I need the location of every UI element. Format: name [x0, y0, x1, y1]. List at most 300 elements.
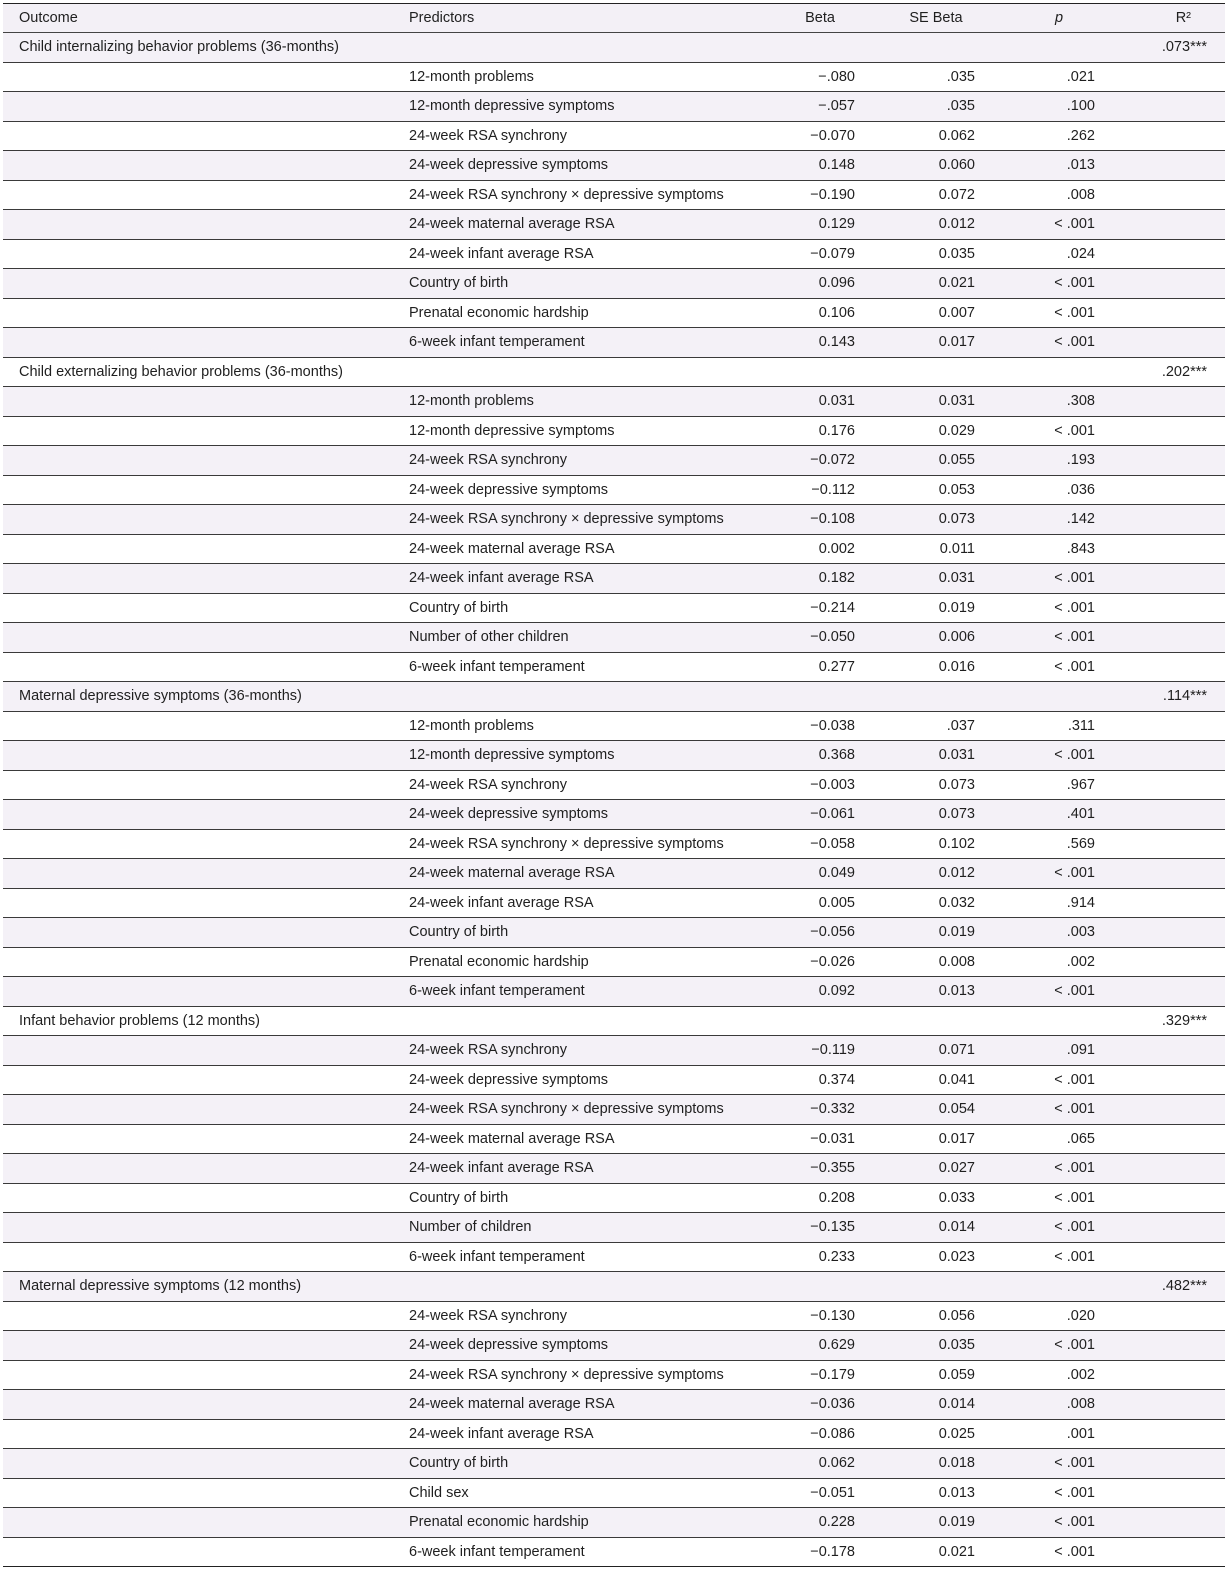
- beta-value: 0.002: [818, 540, 855, 557]
- outcome-label: Maternal depressive symptoms (36-months): [19, 688, 302, 705]
- predictor-name: 24-week RSA synchrony: [409, 452, 567, 469]
- table-row: [3, 1508, 1225, 1538]
- predictor-name: 24-week infant average RSA: [409, 1160, 594, 1177]
- empty-cell: [3, 1095, 397, 1125]
- se-beta-value: 0.055: [938, 452, 975, 469]
- table-row: [3, 1360, 1225, 1390]
- se-beta-value: 0.056: [938, 1307, 975, 1324]
- p-value: .311: [1067, 717, 1095, 734]
- p-value: < .001: [1054, 1189, 1095, 1206]
- beta-value: −.057: [818, 98, 855, 115]
- beta-value: 0.629: [818, 1337, 855, 1354]
- predictor-name: 24-week RSA synchrony × depressive symptoms: [409, 835, 724, 852]
- p-value: .003: [1066, 924, 1095, 941]
- table-row: [3, 239, 1225, 269]
- se-beta-value: 0.073: [938, 776, 975, 793]
- table-row: [3, 446, 1225, 476]
- table-row: [3, 1449, 1225, 1479]
- table-row: [3, 534, 1225, 564]
- se-beta-value: 0.012: [938, 865, 975, 882]
- p-value: < .001: [1054, 1248, 1095, 1265]
- table-row: [3, 180, 1225, 210]
- se-beta-value: 0.102: [938, 835, 975, 852]
- beta-value: −0.079: [810, 245, 855, 262]
- beta-value: −0.056: [810, 924, 855, 941]
- table-row: [3, 711, 1225, 741]
- p-value: .967: [1066, 776, 1095, 793]
- predictor-name: Country of birth: [409, 275, 509, 292]
- beta-value: −0.051: [810, 1484, 855, 1501]
- table-row: [3, 210, 1225, 240]
- table-row: [3, 269, 1225, 299]
- empty-cell: [397, 357, 753, 387]
- empty-cell: [1099, 1095, 1225, 1125]
- p-value: < .001: [1054, 422, 1095, 439]
- table-row: [3, 1124, 1225, 1154]
- p-value: .001: [1066, 1425, 1095, 1442]
- empty-cell: [859, 1006, 979, 1036]
- table-row: [3, 770, 1225, 800]
- empty-cell: [1099, 239, 1225, 269]
- empty-cell: [3, 1065, 397, 1095]
- empty-cell: [979, 357, 1099, 387]
- table-row: [3, 623, 1225, 653]
- predictor-name: 12-month problems: [409, 717, 534, 734]
- empty-cell: [1099, 1124, 1225, 1154]
- table-row: [3, 593, 1225, 623]
- predictor-name: Country of birth: [409, 924, 509, 941]
- beta-value: 0.096: [818, 275, 855, 292]
- table-row: [3, 1478, 1225, 1508]
- se-beta-value: 0.041: [938, 1071, 975, 1088]
- predictor-name: Child sex: [409, 1484, 469, 1501]
- empty-cell: [1099, 1242, 1225, 1272]
- se-beta-value: 0.008: [938, 953, 975, 970]
- p-value: < .001: [1054, 629, 1095, 646]
- beta-value: −0.179: [810, 1366, 855, 1383]
- beta-value: −0.026: [810, 953, 855, 970]
- empty-cell: [1099, 1537, 1225, 1567]
- predictor-name: 12-month depressive symptoms: [409, 747, 615, 764]
- p-value: < .001: [1054, 658, 1095, 675]
- empty-cell: [753, 682, 859, 712]
- empty-cell: [1099, 564, 1225, 594]
- table-row: [3, 947, 1225, 977]
- beta-value: 0.106: [818, 304, 855, 321]
- table-row: [3, 328, 1225, 358]
- empty-cell: [3, 151, 397, 181]
- empty-cell: [1099, 1331, 1225, 1361]
- beta-value: −0.108: [810, 511, 855, 528]
- se-beta-value: 0.016: [938, 658, 975, 675]
- predictor-name: 12-month depressive symptoms: [409, 422, 615, 439]
- table-row: [3, 1242, 1225, 1272]
- p-value: < .001: [1054, 334, 1095, 351]
- beta-value: −0.112: [811, 481, 855, 498]
- header-p-value: p: [1054, 10, 1064, 26]
- beta-value: −0.355: [810, 1160, 855, 1177]
- empty-cell: [753, 1272, 859, 1302]
- table-row: [3, 859, 1225, 889]
- empty-cell: [1099, 977, 1225, 1007]
- se-beta-value: 0.053: [938, 481, 975, 498]
- empty-cell: [3, 564, 397, 594]
- outcome-label: Child internalizing behavior problems (36-months): [19, 39, 339, 56]
- empty-cell: [1099, 1390, 1225, 1420]
- table-row: [3, 1419, 1225, 1449]
- se-beta-value: 0.019: [938, 1514, 975, 1531]
- predictor-name: 6-week infant temperament: [409, 983, 585, 1000]
- p-value: .100: [1066, 98, 1095, 115]
- empty-cell: [3, 1360, 397, 1390]
- empty-cell: [1099, 62, 1225, 92]
- empty-cell: [3, 1390, 397, 1420]
- empty-cell: [3, 1537, 397, 1567]
- empty-cell: [3, 711, 397, 741]
- empty-cell: [979, 1006, 1099, 1036]
- empty-cell: [1099, 1213, 1225, 1243]
- table-row: [3, 1331, 1225, 1361]
- empty-cell: [1099, 1036, 1225, 1066]
- beta-value: −0.031: [810, 1130, 855, 1147]
- p-value: .021: [1066, 68, 1095, 85]
- predictor-name: 24-week depressive symptoms: [409, 806, 609, 823]
- empty-cell: [1099, 298, 1225, 328]
- se-beta-value: 0.035: [938, 245, 975, 262]
- predictor-name: Country of birth: [409, 1189, 509, 1206]
- empty-cell: [397, 1006, 753, 1036]
- empty-cell: [3, 1478, 397, 1508]
- beta-value: −0.178: [810, 1543, 855, 1560]
- empty-cell: [1099, 593, 1225, 623]
- se-beta-value: 0.060: [938, 157, 975, 174]
- beta-value: −0.050: [810, 629, 855, 646]
- table-row: [3, 1036, 1225, 1066]
- beta-value: −0.086: [810, 1425, 855, 1442]
- empty-cell: [3, 1124, 397, 1154]
- p-value: < .001: [1054, 1484, 1095, 1501]
- empty-cell: [3, 770, 397, 800]
- predictor-name: Prenatal economic hardship: [409, 1514, 589, 1531]
- p-value: < .001: [1054, 1160, 1095, 1177]
- beta-value: 0.374: [818, 1071, 855, 1088]
- empty-cell: [979, 682, 1099, 712]
- outcome-label: Child externalizing behavior problems (36-months): [19, 363, 343, 380]
- table-row: [3, 151, 1225, 181]
- p-value: < .001: [1054, 1455, 1095, 1472]
- table-row: [3, 1213, 1225, 1243]
- empty-cell: [3, 475, 397, 505]
- beta-value: −0.070: [810, 127, 855, 144]
- empty-cell: [3, 1449, 397, 1479]
- table-row: [3, 1301, 1225, 1331]
- table-row: [3, 888, 1225, 918]
- empty-cell: [3, 1331, 397, 1361]
- se-beta-value: 0.014: [938, 1219, 975, 1236]
- empty-cell: [859, 1272, 979, 1302]
- empty-cell: [3, 505, 397, 535]
- se-beta-value: 0.019: [938, 599, 975, 616]
- p-value: < .001: [1054, 570, 1095, 587]
- se-beta-value: 0.023: [938, 1248, 975, 1265]
- outcome-label: Maternal depressive symptoms (12 months): [19, 1278, 302, 1295]
- outcome-row: [3, 357, 1225, 387]
- empty-cell: [3, 829, 397, 859]
- p-value: .002: [1066, 1366, 1095, 1383]
- beta-value: −0.214: [810, 599, 855, 616]
- se-beta-value: 0.031: [938, 570, 975, 587]
- empty-cell: [3, 977, 397, 1007]
- table-row: [3, 298, 1225, 328]
- empty-cell: [3, 623, 397, 653]
- predictor-name: 24-week depressive symptoms: [409, 1337, 609, 1354]
- empty-cell: [1099, 475, 1225, 505]
- empty-cell: [753, 33, 859, 63]
- empty-cell: [1099, 1360, 1225, 1390]
- table-row: [3, 505, 1225, 535]
- table-row: [3, 1183, 1225, 1213]
- table-row: [3, 1065, 1225, 1095]
- beta-value: −0.061: [810, 806, 855, 823]
- empty-cell: [979, 1272, 1099, 1302]
- table-row: [3, 1154, 1225, 1184]
- empty-cell: [3, 1183, 397, 1213]
- p-value: < .001: [1054, 747, 1095, 764]
- table-header: [3, 4, 1225, 33]
- predictor-name: 24-week RSA synchrony × depressive symptoms: [409, 1101, 724, 1118]
- p-value: .401: [1066, 806, 1095, 823]
- empty-cell: [1099, 947, 1225, 977]
- predictor-name: 6-week infant temperament: [409, 1543, 585, 1560]
- empty-cell: [1099, 859, 1225, 889]
- empty-cell: [1099, 829, 1225, 859]
- empty-cell: [3, 947, 397, 977]
- empty-cell: [1099, 888, 1225, 918]
- empty-cell: [3, 269, 397, 299]
- se-beta-value: 0.054: [938, 1101, 975, 1118]
- p-value: < .001: [1054, 304, 1095, 321]
- outcome-row: [3, 682, 1225, 712]
- r-squared-value: .073***: [1161, 39, 1207, 56]
- predictor-name: 24-week depressive symptoms: [409, 157, 609, 174]
- p-value: < .001: [1054, 983, 1095, 1000]
- p-value: < .001: [1054, 1543, 1095, 1560]
- empty-cell: [859, 682, 979, 712]
- empty-cell: [1099, 1154, 1225, 1184]
- empty-cell: [3, 1213, 397, 1243]
- outcome-row: [3, 1006, 1225, 1036]
- empty-cell: [1099, 1508, 1225, 1538]
- p-value: .091: [1066, 1042, 1095, 1059]
- empty-cell: [859, 357, 979, 387]
- empty-cell: [1099, 1478, 1225, 1508]
- p-value: .193: [1066, 452, 1095, 469]
- beta-value: −.080: [818, 68, 855, 85]
- predictor-name: 12-month depressive symptoms: [409, 98, 615, 115]
- predictor-name: 24-week RSA synchrony: [409, 776, 567, 793]
- se-beta-value: 0.019: [938, 924, 975, 941]
- empty-cell: [753, 357, 859, 387]
- p-value: .002: [1066, 953, 1095, 970]
- table-row: [3, 387, 1225, 417]
- beta-value: 0.129: [818, 216, 855, 233]
- table-row: [3, 92, 1225, 122]
- table-row: [3, 918, 1225, 948]
- beta-value: 0.143: [818, 334, 855, 351]
- regression-table-container: [3, 3, 1207, 1567]
- table-row: [3, 977, 1225, 1007]
- table-row: [3, 800, 1225, 830]
- se-beta-value: .035: [946, 98, 975, 115]
- empty-cell: [1099, 1065, 1225, 1095]
- predictor-name: 24-week depressive symptoms: [409, 481, 609, 498]
- p-value: .142: [1066, 511, 1095, 528]
- header-se-beta: SE Beta: [909, 10, 963, 26]
- beta-value: 0.228: [818, 1514, 855, 1531]
- empty-cell: [1099, 1419, 1225, 1449]
- beta-value: 0.368: [818, 747, 855, 764]
- p-value: < .001: [1054, 1219, 1095, 1236]
- empty-cell: [1099, 623, 1225, 653]
- p-value: < .001: [1054, 275, 1095, 292]
- table-row: [3, 62, 1225, 92]
- empty-cell: [1099, 121, 1225, 151]
- empty-cell: [3, 918, 397, 948]
- empty-cell: [1099, 770, 1225, 800]
- empty-cell: [1099, 328, 1225, 358]
- se-beta-value: 0.017: [938, 1130, 975, 1147]
- se-beta-value: 0.071: [938, 1042, 975, 1059]
- beta-value: 0.005: [818, 894, 855, 911]
- empty-cell: [1099, 534, 1225, 564]
- table-row: [3, 564, 1225, 594]
- p-value: .008: [1066, 1396, 1095, 1413]
- se-beta-value: 0.012: [938, 216, 975, 233]
- empty-cell: [3, 416, 397, 446]
- empty-cell: [1099, 387, 1225, 417]
- beta-value: 0.233: [818, 1248, 855, 1265]
- predictor-name: Prenatal economic hardship: [409, 953, 589, 970]
- empty-cell: [1099, 918, 1225, 948]
- p-value: .065: [1066, 1130, 1095, 1147]
- predictor-name: 24-week RSA synchrony × depressive symptoms: [409, 186, 724, 203]
- p-value: < .001: [1054, 865, 1095, 882]
- beta-value: −0.003: [810, 776, 855, 793]
- predictor-name: Country of birth: [409, 599, 509, 616]
- empty-cell: [3, 859, 397, 889]
- empty-cell: [3, 1419, 397, 1449]
- empty-cell: [1099, 1301, 1225, 1331]
- p-value: .036: [1066, 481, 1095, 498]
- beta-value: −0.058: [810, 835, 855, 852]
- empty-cell: [3, 741, 397, 771]
- p-value: .020: [1066, 1307, 1095, 1324]
- predictor-name: 24-week infant average RSA: [409, 1425, 594, 1442]
- beta-value: −0.038: [810, 717, 855, 734]
- empty-cell: [1099, 505, 1225, 535]
- empty-cell: [3, 888, 397, 918]
- predictor-name: 24-week infant average RSA: [409, 894, 594, 911]
- regression-table: [3, 3, 1225, 1567]
- empty-cell: [3, 593, 397, 623]
- se-beta-value: 0.073: [938, 511, 975, 528]
- predictor-name: 24-week maternal average RSA: [409, 1396, 615, 1413]
- se-beta-value: 0.013: [938, 983, 975, 1000]
- p-value: < .001: [1054, 599, 1095, 616]
- se-beta-value: 0.059: [938, 1366, 975, 1383]
- empty-cell: [1099, 711, 1225, 741]
- beta-value: −0.135: [810, 1219, 855, 1236]
- se-beta-value: 0.018: [938, 1455, 975, 1472]
- p-value: .843: [1066, 540, 1095, 557]
- p-value: .008: [1066, 186, 1095, 203]
- table-row: [3, 121, 1225, 151]
- empty-cell: [979, 33, 1099, 63]
- p-value: < .001: [1054, 1101, 1095, 1118]
- r-squared-value: .114***: [1162, 688, 1207, 705]
- p-value: .308: [1066, 393, 1095, 410]
- se-beta-value: 0.014: [938, 1396, 975, 1413]
- beta-value: −0.190: [810, 186, 855, 203]
- beta-value: −0.332: [810, 1101, 855, 1118]
- beta-value: 0.049: [818, 865, 855, 882]
- outcome-row: [3, 33, 1225, 63]
- se-beta-value: 0.006: [938, 629, 975, 646]
- beta-value: 0.182: [818, 570, 855, 587]
- empty-cell: [1099, 151, 1225, 181]
- table-row: [3, 416, 1225, 446]
- empty-cell: [3, 92, 397, 122]
- se-beta-value: 0.032: [938, 894, 975, 911]
- predictor-name: 6-week infant temperament: [409, 1248, 585, 1265]
- empty-cell: [3, 180, 397, 210]
- se-beta-value: .037: [946, 717, 975, 734]
- header-r-squared: R²: [1175, 10, 1191, 26]
- header-outcome: Outcome: [19, 10, 78, 26]
- empty-cell: [397, 682, 753, 712]
- empty-cell: [3, 387, 397, 417]
- predictor-name: 24-week RSA synchrony: [409, 1307, 567, 1324]
- beta-value: −0.072: [810, 452, 855, 469]
- empty-cell: [1099, 416, 1225, 446]
- empty-cell: [3, 1036, 397, 1066]
- predictor-name: 6-week infant temperament: [409, 658, 585, 675]
- header-predictors: Predictors: [409, 10, 475, 26]
- se-beta-value: 0.073: [938, 806, 975, 823]
- empty-cell: [1099, 180, 1225, 210]
- predictor-name: 12-month problems: [409, 68, 534, 85]
- beta-value: 0.277: [818, 658, 855, 675]
- se-beta-value: 0.031: [938, 393, 975, 410]
- empty-cell: [1099, 1449, 1225, 1479]
- se-beta-value: 0.027: [938, 1160, 975, 1177]
- predictor-name: 24-week maternal average RSA: [409, 216, 615, 233]
- empty-cell: [397, 1272, 753, 1302]
- empty-cell: [1099, 652, 1225, 682]
- table-row: [3, 741, 1225, 771]
- header-row: [3, 4, 1225, 33]
- predictor-name: 12-month problems: [409, 393, 534, 410]
- se-beta-value: 0.007: [938, 304, 975, 321]
- se-beta-value: 0.017: [938, 334, 975, 351]
- empty-cell: [1099, 92, 1225, 122]
- table-row: [3, 1537, 1225, 1567]
- empty-cell: [859, 33, 979, 63]
- p-value: .262: [1066, 127, 1095, 144]
- predictor-name: 24-week depressive symptoms: [409, 1071, 609, 1088]
- se-beta-value: 0.021: [938, 275, 975, 292]
- table-row: [3, 475, 1225, 505]
